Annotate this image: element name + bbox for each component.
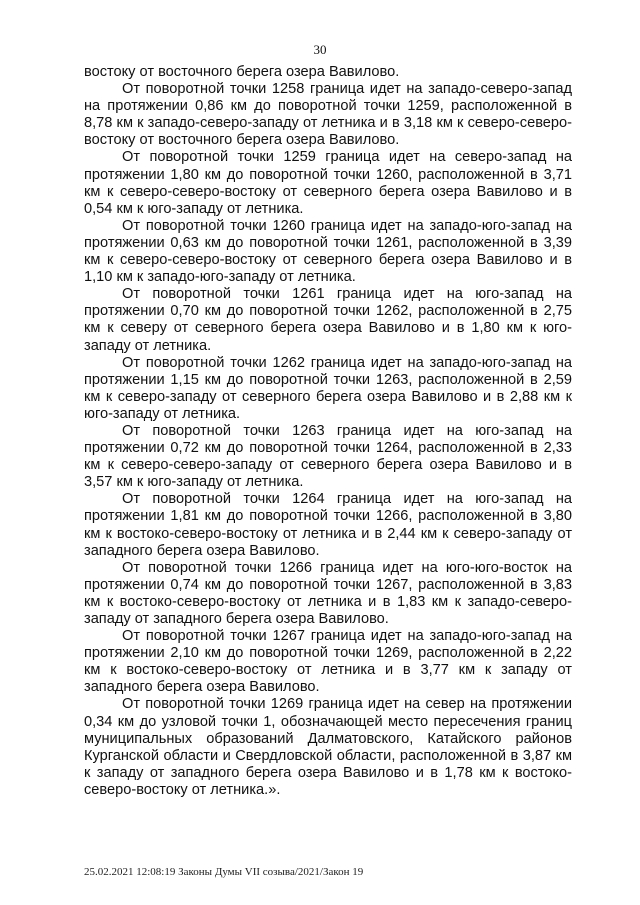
- paragraph: От поворотной точки 1258 граница идет на западо-северо-запад на протяжении 0,86 км до поворотной точки 1259, расположенной в 8,78 км к западо-северо-западу от летника и в 3,18 км к северо-северо-востоку от восточного берега озера Вавилово.: [84, 81, 572, 149]
- page-number: 30: [313, 42, 327, 57]
- paragraph: От поворотной точки 1262 граница идет на западо-юго-запад на протяжении 1,15 км до поворотной точки 1263, расположенной в 2,59 км к северо-западу от северного берега озера Вавилово и в 2,88 км к юго-западу от летника.: [84, 354, 572, 422]
- paragraph: От поворотной точки 1261 граница идет на юго-запад на протяжении 0,70 км до поворотной точки 1262, расположенной в 2,75 км к северу от северного берега озера Вавилово и в 1,80 км к юго-западу от летника.: [84, 286, 572, 354]
- document-body: [84, 64, 572, 799]
- paragraph: От поворотной точки 1264 граница идет на юго-запад на протяжении 1,81 км до поворотной точки 1266, расположенной в 3,80 км к востоко-северо-востоку от летника и в 2,44 км к северо-западу от западного берега озера Вавилово.: [84, 491, 572, 559]
- paragraph: От поворотной точки 1269 граница идет на север на протяжении 0,34 км до узловой точки 1, обозначающей место пересечения границ муниципальных образований Далматовского, Катайского районов Курганской области и Свердловской области, расположенной в 3,87 км к западу от западного берега озера Вавилово и в 1,78 км к востоко-северо-востоку от летника.».: [84, 696, 572, 798]
- paragraph: От поворотной точки 1263 граница идет на юго-запад на протяжении 0,72 км до поворотной точки 1264, расположенной в 2,33 км к северо-северо-западу от северного берега озера Вавилово и в 3,57 км к юго-западу от летника.: [84, 422, 572, 491]
- paragraph: От поворотной точки 1260 граница идет на западо-юго-запад на протяжении 0,63 км до поворотной точки 1261, расположенной в 3,39 км к северо-северо-востоку от северного берега озера Вавилово и в 1,10 км к западо-юго-западу от летника.: [84, 217, 572, 286]
- paragraph: От поворотной точки 1259 граница идет на северо-запад на протяжении 1,80 км до поворотной точки 1260, расположенной в 3,71 км к северо-северо-востоку от северного берега озера Вавилово и в 0,54 км к юго-западу от летника.: [84, 149, 572, 217]
- paragraph: востоку от восточного берега озера Вавилово.: [84, 64, 400, 80]
- document-footer: 25.02.2021 12:08:19 Законы Думы VII созыва/2021/Закон 19: [84, 866, 364, 878]
- paragraph: От поворотной точки 1266 граница идет на юго-юго-восток на протяжении 0,74 км до поворотной точки 1267, расположенной в 3,83 км к востоко-северо-востоку от летника и в 1,83 км к западо-северо-западу от западного берега озера Вавилово.: [84, 559, 572, 627]
- paragraph: От поворотной точки 1267 граница идет на западо-юго-запад на протяжении 2,10 км до поворотной точки 1269, расположенной в 2,22 км к востоко-северо-востоку от летника и в 3,77 км к западу от западного берега озера Вавилово.: [84, 628, 572, 696]
